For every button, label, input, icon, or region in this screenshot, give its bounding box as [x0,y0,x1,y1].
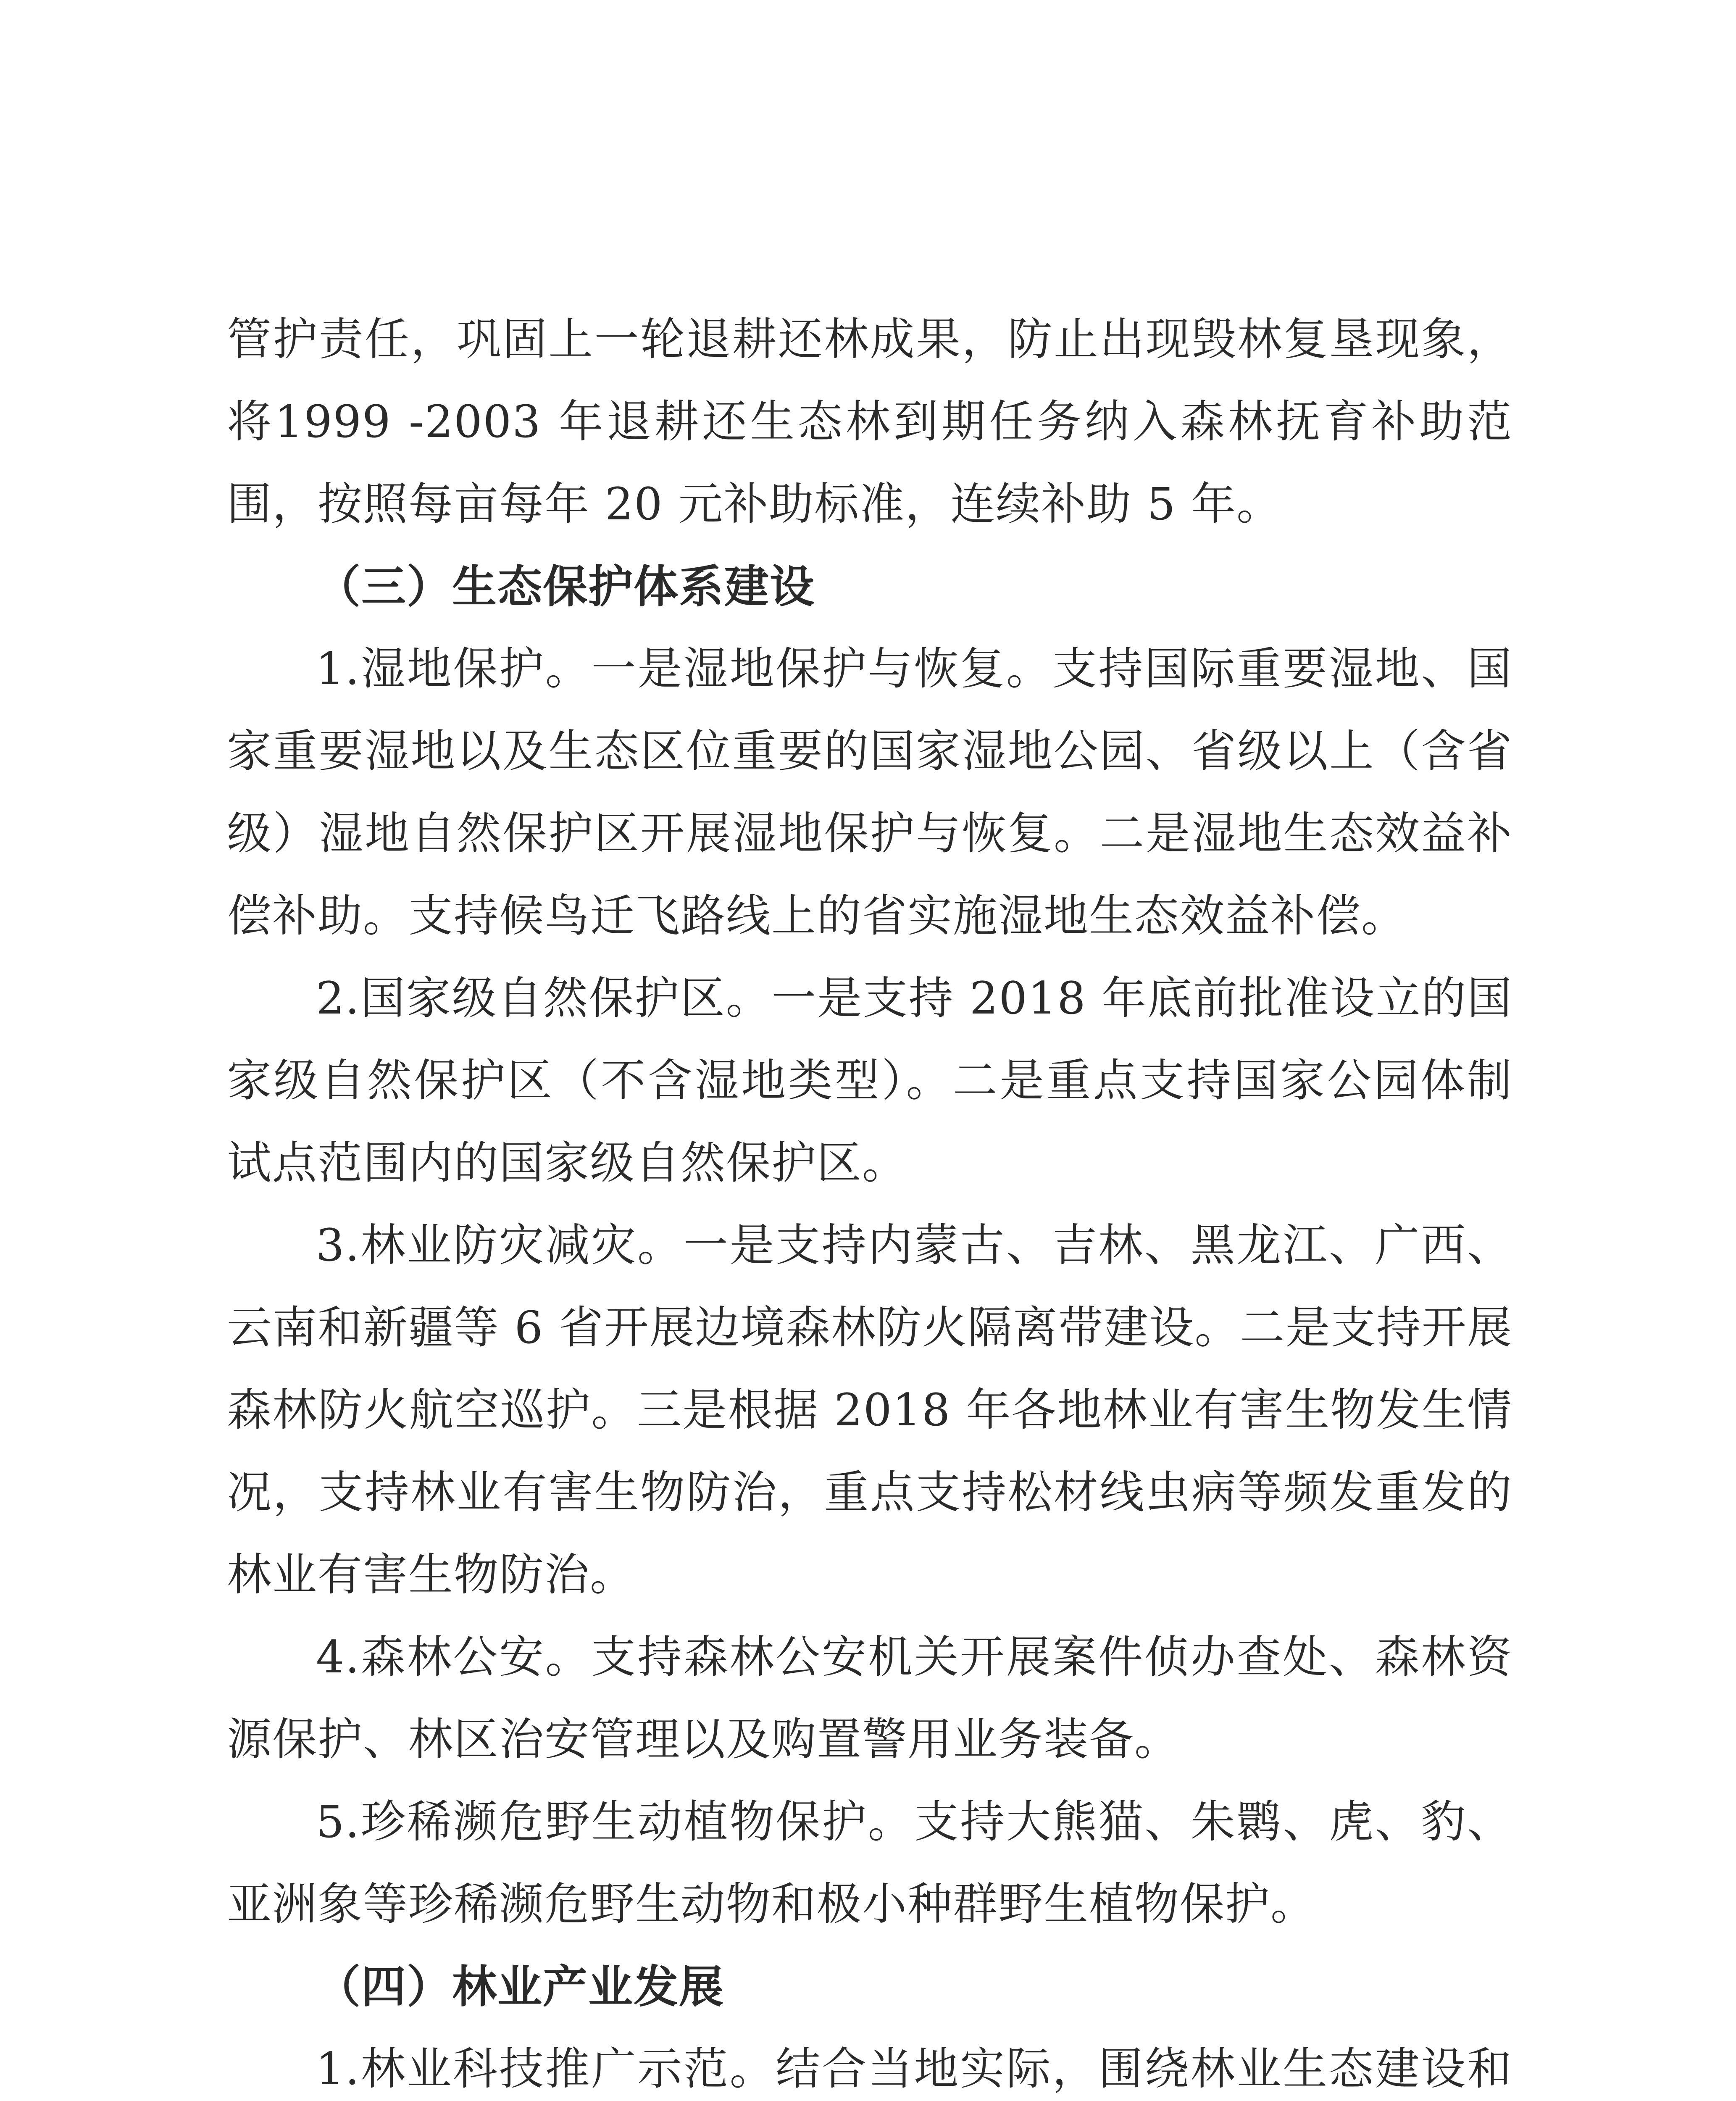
paragraph-wetland: 1.湿地保护。一是湿地保护与恢复。支持国际重要湿地、国家重要湿地以及生态区位重要的国家湿地公园、省级以上（含省级）湿地自然保护区开展湿地保护与恢复。二是湿地生态效益补偿补助。支持候鸟迁飞路线上的省实施湿地生态效益补偿。 [227,643,1512,942]
paragraph-wildlife: 5.珍稀濒危野生动植物保护。支持大熊猫、朱鹮、虎、豹、亚洲象等珍稀濒危野生动物和极小种群野生植物保护。 [227,1796,1512,1930]
paragraph-tech-demo: 1.林业科技推广示范。结合当地实际，围绕林业生态建设和 [316,2043,1512,2095]
section-heading-4: （四）林业产业发展 [316,1960,724,2013]
paragraph-continuation: 管护责任，巩固上一轮退耕还林成果，防止出现毁林复垦现象，将1999 -2003 年退耕还生态林到期任务纳入森林抚育补助范围，按照每亩每年 20 元补助标准，连续补助 5 年。 [227,313,1512,530]
paragraph-forest-police: 4.森林公安。支持森林公安机关开展案件侦办查处、森林资源保护、林区治安管理以及购置警用业务装备。 [227,1631,1512,1765]
document-body [227,298,1512,2101]
section-heading-3: （三）生态保护体系建设 [316,560,815,613]
paragraph-disaster-prevention: 3.林业防灾减灾。一是支持内蒙古、吉林、黑龙江、广西、云南和新疆等 6 省开展边境森林防火隔离带建设。二是支持开展森林防火航空巡护。三是根据 2018 年各地林业有害生物发生情况，支持林业有害生物防治，重点支持松材线虫病等频发重发的林业有害生物防治。 [227,1219,1512,1601]
paragraph-nature-reserve: 2.国家级自然保护区。一是支持 2018 年底前批准设立的国家级自然保护区（不含湿地类型）。二是重点支持国家公园体制试点范围内的国家级自然保护区。 [227,972,1512,1189]
